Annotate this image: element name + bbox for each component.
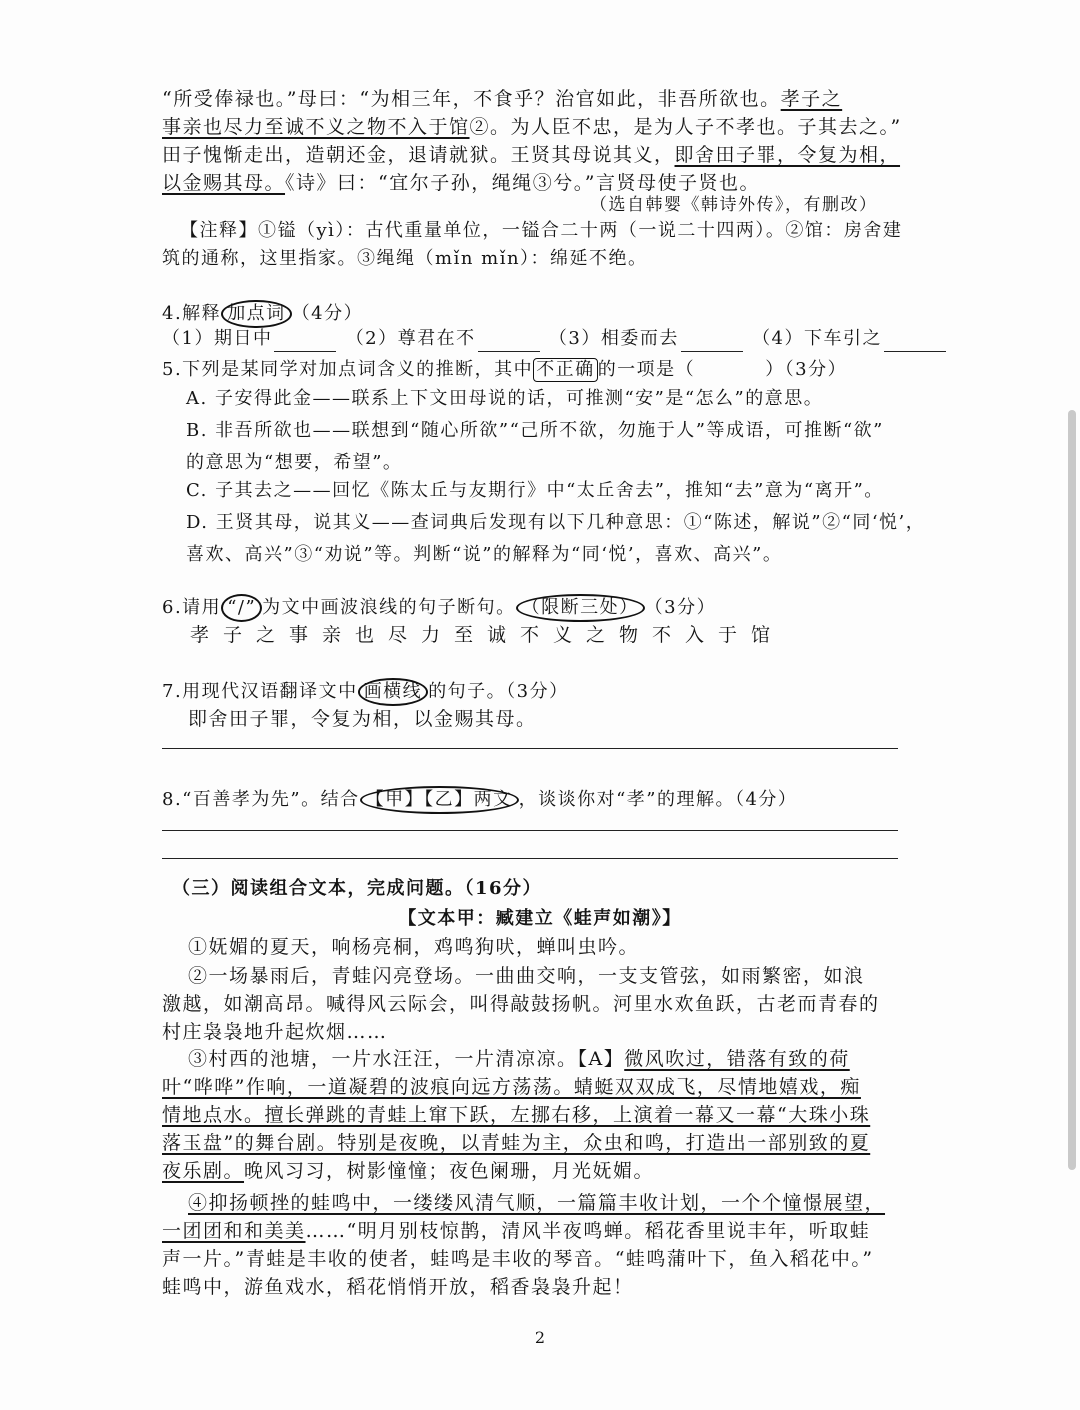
text-part: ②。为人臣不忠，是为人子不孝也。子其去之。”: [469, 116, 902, 138]
text-line-3: [162, 142, 900, 168]
text-title: 【文本甲：臧建立《蛙声如潮》】: [398, 908, 682, 929]
question-6: 6.请用 “/” 为文中画波浪线的句子断句。 （限断三处） （3分）: [162, 594, 716, 622]
paragraph-1: ①妩媚的夏天，响杨亮桐，鸡鸣狗吠，蝉叫虫吟。: [188, 936, 640, 958]
underlined-text: ④抑扬顿挫的蛙鸣中，一缕缕风清气顺，一篇篇丰收计划，一个个憧憬展望，: [188, 1192, 886, 1214]
underlined-text: 即舍田子罪，令复为相，: [674, 144, 901, 166]
scrollbar[interactable]: [1068, 410, 1076, 1170]
answer-blank[interactable]: [681, 333, 743, 352]
paragraph-4-line-2: 一团团和和美美……“明月别枝惊鹊，清风半夜鸣蝉。稻花香里说丰年，听取蛙: [162, 1220, 871, 1242]
text-part: 《诗》曰：“宜尔子孙，绳绳③兮。”言贤母使子贤也。: [285, 172, 760, 194]
question-7: 7.用现代汉语翻译文中 画横线 的句子。（3分）: [162, 678, 569, 706]
answer-blank[interactable]: [884, 333, 946, 352]
source-note: （选自韩婴《韩诗外传》，有删改）: [590, 195, 878, 215]
paragraph-2-line-2: 激越，如潮高昂。喊得风云际会，叫得敲鼓扬帆。河里水欢鱼跃，古老而青春的: [162, 993, 880, 1015]
underlined-text: 夜乐剧。: [162, 1160, 245, 1182]
option-b-line-2: 的意思为“想要，希望”。: [186, 452, 403, 473]
option-d-line-1: D. 王贤其母，说其义——查词典后发现有以下几种意思：①“陈述，解说”②“同‘悦’，: [186, 512, 926, 533]
paragraph-3-line-4: 落玉盘”的舞台剧。特别是夜晚，以青蛙为主，众虫和鸣，打造出一部别致的夏: [162, 1132, 871, 1154]
option-c: C. 子其去之——回忆《陈太丘与友期行》中“太丘舍去”，推知“去”意为“离开”。: [186, 480, 884, 501]
underlined-text: 事亲也尽力至诚不义之物不入于馆: [162, 116, 470, 138]
text-line-1: [162, 86, 842, 112]
paragraph-3-line-3: 情地点水。擅长弹跳的青蛙上窜下跃，左挪右移，上演着一幕又一幕“大珠小珠: [162, 1104, 871, 1126]
question-5: 5.下列是某同学对加点词含义的推断，其中 不正确 的一项是（ ）（3分）: [162, 359, 848, 380]
underlined-text: 微风吹过，错落有致的荷: [624, 1048, 850, 1070]
paragraph-4-line-4: 蛙鸣中，游鱼戏水，稻花悄悄开放，稻香袅袅升起！: [162, 1276, 634, 1298]
paragraph-4-line-3: 声一片。”青蛙是丰收的使者，蛙鸣是丰收的琴音。“蛙鸣蒲叶下，鱼入稻花中。”: [162, 1248, 874, 1270]
answer-line[interactable]: [162, 830, 898, 831]
underlined-text: 以金赐其母。: [162, 172, 286, 194]
paragraph-3-line-2: 叶“哗哗”作响，一道凝碧的波痕向远方荡荡。蜻蜓双双成飞，尽情地嬉戏，痴: [162, 1076, 861, 1098]
annotation-line-2: 筑的通称，这里指家。③绳绳（mǐn mǐn）：绵延不绝。: [162, 248, 648, 269]
underlined-text: 一团团和和美美: [162, 1220, 306, 1242]
answer-line[interactable]: [162, 748, 898, 749]
option-d-line-2: 喜欢、高兴”③“劝说”等。判断“说”的解释为“同‘悦’，喜欢、高兴”。: [186, 544, 783, 565]
section-heading: （三）阅读组合文本，完成问题。（16分）: [172, 878, 543, 899]
paragraph-2-line-1: ②一场暴雨后，青蛙闪亮登场。一曲曲交响，一支支管弦，如雨繁密，如浪: [188, 965, 865, 987]
text-part: 田子愧惭走出，造朝还金，退请就狱。王贤其母说其义，: [162, 144, 675, 166]
paragraph-4-line-1: [188, 1190, 885, 1216]
sentence-to-punctuate: 孝子之事亲也尽力至诚不义之物不入于馆: [190, 624, 785, 646]
circled-text: 画横线: [358, 678, 429, 706]
option-a: A. 子安得此金——联系上下文田母说的话，可推测“安”是“怎么”的意思。: [186, 388, 824, 409]
question-8: 8.“百善孝为先”。结合 【甲】【乙】两文 ，谈谈你对“孝”的理解。（4分）: [162, 786, 797, 814]
boxed-text: 不正确: [533, 358, 598, 382]
text-part: “所受俸禄也。”母曰：“为相三年，不食乎？治官如此，非吾所欲也。: [162, 88, 781, 110]
text-line-2: [162, 114, 902, 140]
answer-line[interactable]: [162, 858, 898, 859]
question-4: 4.解释 加点词 （4分）: [162, 300, 363, 328]
annotation-line-1: 【注释】①镒（yì）：古代重量单位，一镒合二十两（一说二十四两）。②馆：房舍建: [180, 220, 903, 241]
paragraph-3-line-1: ③村西的池塘，一片水汪汪，一片清凉凉。【A】微风吹过，错落有致的荷: [188, 1048, 850, 1070]
sentence-to-translate: 即舍田子罪，令复为相，以金赐其母。: [188, 708, 537, 730]
answer-blank[interactable]: [478, 333, 540, 352]
paragraph-2-line-3: 村庄袅袅地升起炊烟……: [162, 1021, 388, 1043]
question-4-items: （1）期日中 （2）尊君在不 （3）相委而去 （4）下车引之: [162, 326, 948, 352]
circled-text: 加点词: [221, 300, 292, 328]
underlined-text: 孝子之: [780, 88, 843, 110]
circled-text: “/”: [221, 594, 262, 622]
answer-blank[interactable]: [274, 333, 336, 352]
circled-text: （限断三处）: [516, 594, 645, 622]
circled-text: 【甲】【乙】两文: [360, 786, 519, 814]
page-number: 2: [534, 1328, 546, 1347]
option-b-line-1: B. 非吾所欲也——联想到“随心所欲”“己所不欲，勿施于人”等成语，可推断“欲”: [186, 420, 884, 441]
paragraph-3-line-5: 夜乐剧。晚风习习，树影憧憧；夜色阑珊，月光妩媚。: [162, 1160, 655, 1182]
